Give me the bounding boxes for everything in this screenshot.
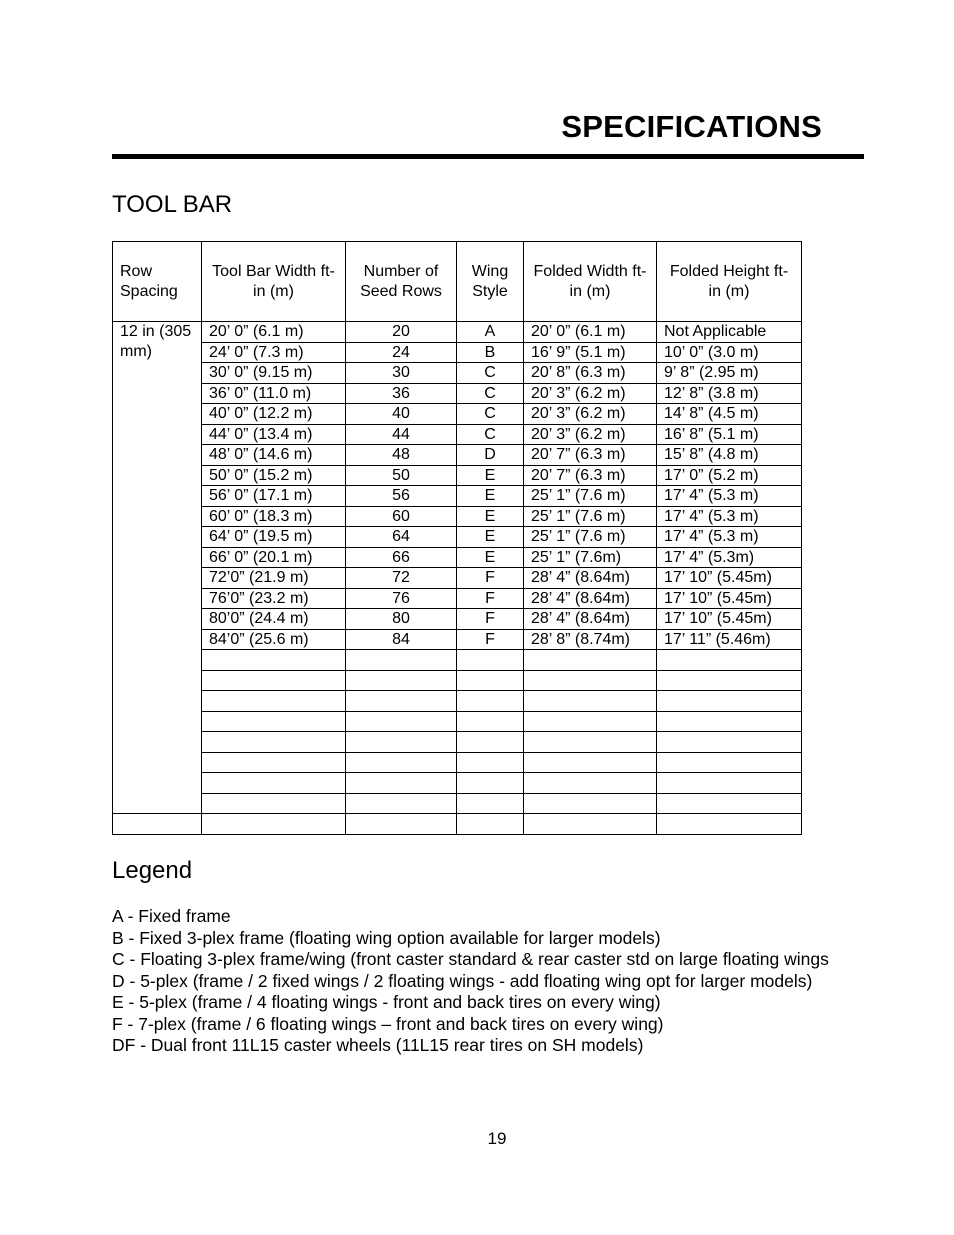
cell-folded-width: 25’ 1” (7.6 m) <box>524 506 657 527</box>
cell-tool-bar-width: 48’ 0” (14.6 m) <box>202 445 346 466</box>
cell-folded-width: 25’ 1” (7.6 m) <box>524 486 657 507</box>
table-row <box>113 424 802 445</box>
table-row <box>113 588 802 609</box>
cell-wing-style: C <box>457 363 524 384</box>
cell-seed-rows <box>346 670 457 691</box>
cell-folded-width: 28’ 4” (8.64m) <box>524 588 657 609</box>
cell-folded-width: 20’ 3” (6.2 m) <box>524 383 657 404</box>
cell-folded-height: 10’ 0” (3.0 m) <box>657 342 802 363</box>
cell-folded-height: 17’ 10” (5.45m) <box>657 588 802 609</box>
legend-item: F - 7-plex (frame / 6 floating wings – front and back tires on every wing) <box>112 1013 664 1034</box>
table-row <box>113 773 802 794</box>
cell-seed-rows <box>346 793 457 814</box>
cell-wing-style: A <box>457 322 524 343</box>
cell-row-spacing: 12 in (305 mm) <box>113 322 202 814</box>
empty-cell <box>346 814 457 835</box>
cell-folded-height: 17’ 10” (5.45m) <box>657 609 802 630</box>
cell-tool-bar-width <box>202 711 346 732</box>
cell-seed-rows: 40 <box>346 404 457 425</box>
cell-folded-height: 17’ 4” (5.3m) <box>657 547 802 568</box>
cell-wing-style: C <box>457 424 524 445</box>
cell-folded-height <box>657 752 802 773</box>
legend-item: E - 5-plex (frame / 4 floating wings - front and back tires on every wing) <box>112 992 661 1012</box>
cell-tool-bar-width <box>202 752 346 773</box>
cell-tool-bar-width: 84’0” (25.6 m) <box>202 629 346 650</box>
cell-tool-bar-width: 56’ 0” (17.1 m) <box>202 486 346 507</box>
cell-wing-style <box>457 732 524 753</box>
cell-tool-bar-width: 50’ 0” (15.2 m) <box>202 465 346 486</box>
cell-tool-bar-width: 24’ 0” (7.3 m) <box>202 342 346 363</box>
cell-tool-bar-width: 36’ 0” (11.0 m) <box>202 383 346 404</box>
table-row <box>113 609 802 630</box>
page-title: SPECIFICATIONS <box>561 109 822 144</box>
cell-folded-width: 20’ 7” (6.3 m) <box>524 465 657 486</box>
table-row <box>113 752 802 773</box>
cell-seed-rows: 20 <box>346 322 457 343</box>
cell-folded-height: 17’ 11” (5.46m) <box>657 629 802 650</box>
cell-folded-width: 25’ 1” (7.6m) <box>524 547 657 568</box>
legend-list <box>112 906 852 1057</box>
cell-folded-height: 17’ 4” (5.3 m) <box>657 486 802 507</box>
section-heading-tool-bar: TOOL BAR <box>112 191 233 218</box>
cell-wing-style: C <box>457 383 524 404</box>
cell-seed-rows <box>346 691 457 712</box>
cell-folded-height: 17’ 4” (5.3 m) <box>657 506 802 527</box>
cell-folded-width <box>524 691 657 712</box>
legend-item: B - Fixed 3-plex frame (floating wing option available for larger models) <box>112 927 661 948</box>
table-row <box>113 711 802 732</box>
cell-seed-rows: 48 <box>346 445 457 466</box>
cell-tool-bar-width: 80’0” (24.4 m) <box>202 609 346 630</box>
cell-folded-height: 12’ 8” (3.8 m) <box>657 383 802 404</box>
cell-folded-width: 20’ 3” (6.2 m) <box>524 404 657 425</box>
cell-folded-height <box>657 691 802 712</box>
cell-seed-rows: 36 <box>346 383 457 404</box>
cell-folded-height: 17’ 0” (5.2 m) <box>657 465 802 486</box>
cell-tool-bar-width <box>202 691 346 712</box>
cell-seed-rows: 56 <box>346 486 457 507</box>
table-row <box>113 814 802 835</box>
cell-seed-rows <box>346 752 457 773</box>
cell-seed-rows: 50 <box>346 465 457 486</box>
cell-folded-width <box>524 793 657 814</box>
legend-item: DF - Dual front 11L15 caster wheels (11L15 rear tires on SH models) <box>112 1035 644 1055</box>
cell-seed-rows: 30 <box>346 363 457 384</box>
cell-folded-width: 28’ 4” (8.64m) <box>524 568 657 589</box>
cell-tool-bar-width <box>202 732 346 753</box>
cell-folded-width: 20’ 7” (6.3 m) <box>524 445 657 466</box>
cell-folded-height <box>657 670 802 691</box>
table-row <box>113 691 802 712</box>
cell-wing-style <box>457 793 524 814</box>
cell-wing-style: D <box>457 445 524 466</box>
cell-folded-height: 9’ 8” (2.95 m) <box>657 363 802 384</box>
tool-bar-spec-table <box>112 241 802 835</box>
cell-folded-height: 14’ 8” (4.5 m) <box>657 404 802 425</box>
cell-folded-width <box>524 752 657 773</box>
legend-heading: Legend <box>112 857 193 884</box>
cell-tool-bar-width: 64’ 0” (19.5 m) <box>202 527 346 548</box>
table-header-row <box>113 242 802 322</box>
cell-tool-bar-width <box>202 773 346 794</box>
cell-seed-rows: 76 <box>346 588 457 609</box>
cell-tool-bar-width: 20’ 0” (6.1 m) <box>202 322 346 343</box>
cell-wing-style: F <box>457 609 524 630</box>
cell-folded-width: 28’ 8” (8.74m) <box>524 629 657 650</box>
cell-wing-style <box>457 691 524 712</box>
cell-wing-style <box>457 773 524 794</box>
table-row <box>113 650 802 671</box>
cell-seed-rows: 24 <box>346 342 457 363</box>
cell-seed-rows <box>346 650 457 671</box>
cell-wing-style <box>457 650 524 671</box>
cell-seed-rows: 72 <box>346 568 457 589</box>
cell-seed-rows: 60 <box>346 506 457 527</box>
cell-wing-style: E <box>457 527 524 548</box>
cell-folded-height <box>657 711 802 732</box>
cell-folded-width: 16’ 9” (5.1 m) <box>524 342 657 363</box>
cell-seed-rows: 66 <box>346 547 457 568</box>
table-row <box>113 506 802 527</box>
cell-tool-bar-width <box>202 670 346 691</box>
cell-folded-width <box>524 711 657 732</box>
cell-tool-bar-width: 44’ 0” (13.4 m) <box>202 424 346 445</box>
cell-wing-style: F <box>457 568 524 589</box>
cell-tool-bar-width <box>202 650 346 671</box>
header-tool-bar-width: Tool Bar Width ft-in (m) <box>202 242 346 322</box>
empty-cell <box>202 814 346 835</box>
table-row <box>113 404 802 425</box>
table-row <box>113 383 802 404</box>
cell-wing-style: E <box>457 547 524 568</box>
table-row <box>113 670 802 691</box>
cell-wing-style: E <box>457 506 524 527</box>
header-folded-height: Folded Height ft-in (m) <box>657 242 802 322</box>
cell-wing-style: C <box>457 404 524 425</box>
table-row <box>113 793 802 814</box>
cell-seed-rows: 44 <box>346 424 457 445</box>
cell-tool-bar-width: 60’ 0” (18.3 m) <box>202 506 346 527</box>
legend-item: D - 5-plex (frame / 2 fixed wings / 2 floating wings - add floating wing opt for larger models) <box>112 970 813 991</box>
cell-seed-rows: 80 <box>346 609 457 630</box>
cell-folded-width <box>524 773 657 794</box>
cell-folded-height: 15’ 8” (4.8 m) <box>657 445 802 466</box>
cell-folded-height: 16’ 8” (5.1 m) <box>657 424 802 445</box>
cell-wing-style: F <box>457 629 524 650</box>
cell-seed-rows <box>346 732 457 753</box>
empty-cell <box>657 814 802 835</box>
cell-folded-width: 28’ 4” (8.64m) <box>524 609 657 630</box>
legend-item: C - Floating 3-plex frame/wing (front caster standard & rear caster std on large floating wings <box>112 949 829 969</box>
table-row <box>113 486 802 507</box>
cell-tool-bar-width: 40’ 0” (12.2 m) <box>202 404 346 425</box>
cell-folded-height: 17’ 4” (5.3 m) <box>657 527 802 548</box>
empty-cell <box>113 814 202 835</box>
cell-tool-bar-width: 30’ 0” (9.15 m) <box>202 363 346 384</box>
cell-folded-width: 20’ 3” (6.2 m) <box>524 424 657 445</box>
cell-folded-height <box>657 650 802 671</box>
cell-wing-style: B <box>457 342 524 363</box>
cell-folded-width: 20’ 8” (6.3 m) <box>524 363 657 384</box>
cell-folded-height: 17’ 10” (5.45m) <box>657 568 802 589</box>
table-row <box>113 445 802 466</box>
header-seed-rows: Number of Seed Rows <box>346 242 457 322</box>
cell-wing-style: E <box>457 486 524 507</box>
empty-cell <box>457 814 524 835</box>
empty-cell <box>524 814 657 835</box>
header-wing-style: Wing Style <box>457 242 524 322</box>
cell-seed-rows: 84 <box>346 629 457 650</box>
cell-folded-height: Not Applicable <box>657 322 802 343</box>
cell-seed-rows: 64 <box>346 527 457 548</box>
cell-wing-style <box>457 752 524 773</box>
cell-folded-height <box>657 732 802 753</box>
cell-seed-rows <box>346 711 457 732</box>
cell-tool-bar-width: 66’ 0” (20.1 m) <box>202 547 346 568</box>
cell-folded-width: 20’ 0” (6.1 m) <box>524 322 657 343</box>
legend-item: A - Fixed frame <box>112 906 231 926</box>
table-row <box>113 547 802 568</box>
header-row-spacing: Row Spacing <box>113 242 202 322</box>
title-divider <box>112 154 864 159</box>
header-folded-width: Folded Width ft-in (m) <box>524 242 657 322</box>
cell-wing-style <box>457 711 524 732</box>
cell-tool-bar-width: 76’0” (23.2 m) <box>202 588 346 609</box>
cell-folded-width: 25’ 1” (7.6 m) <box>524 527 657 548</box>
cell-wing-style <box>457 670 524 691</box>
table-row <box>113 363 802 384</box>
table-row <box>113 732 802 753</box>
table-row <box>113 527 802 548</box>
page-number: 19 <box>487 1129 507 1148</box>
table-row <box>113 342 802 363</box>
cell-tool-bar-width: 72’0” (21.9 m) <box>202 568 346 589</box>
cell-folded-width <box>524 650 657 671</box>
cell-tool-bar-width <box>202 793 346 814</box>
table-row <box>113 465 802 486</box>
table-row <box>113 568 802 589</box>
cell-folded-width <box>524 732 657 753</box>
cell-seed-rows <box>346 773 457 794</box>
cell-folded-height <box>657 793 802 814</box>
table-row <box>113 629 802 650</box>
cell-wing-style: F <box>457 588 524 609</box>
table-row <box>113 322 802 343</box>
cell-folded-width <box>524 670 657 691</box>
cell-folded-height <box>657 773 802 794</box>
cell-wing-style: E <box>457 465 524 486</box>
